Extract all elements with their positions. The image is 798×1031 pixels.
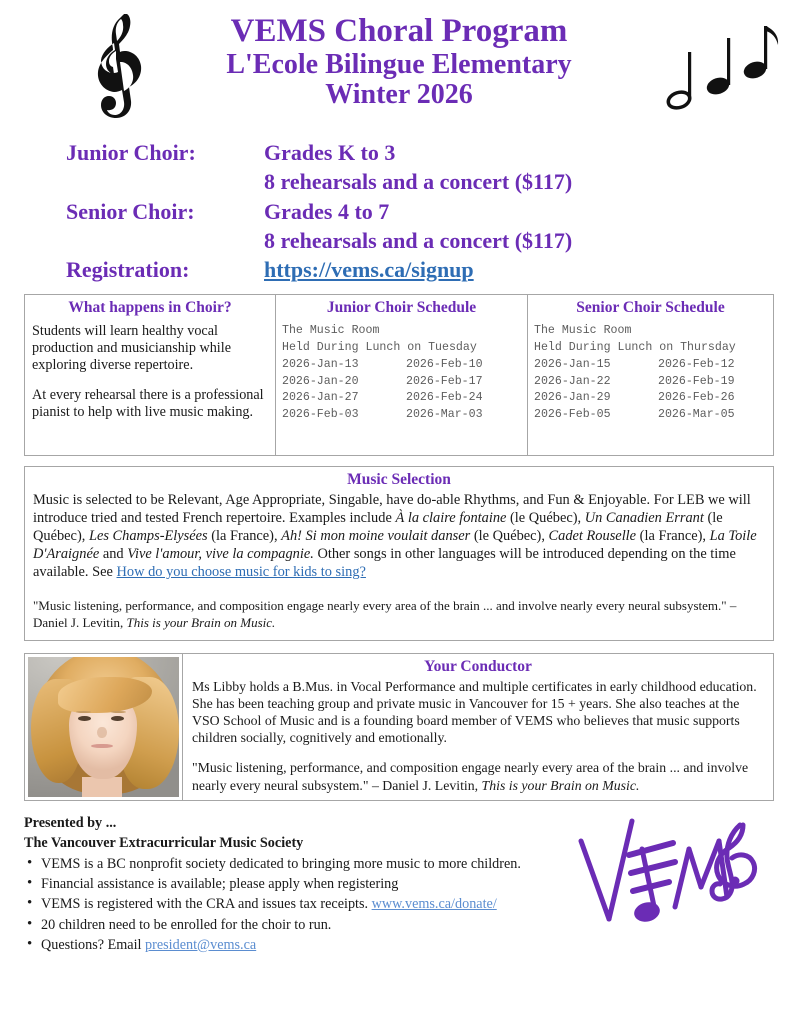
- senior-schedule-location: The Music Room: [534, 324, 632, 338]
- song-title: La Toile D'Araignée: [33, 528, 757, 563]
- senior-schedule-when: Held During Lunch on Thursday: [534, 341, 736, 355]
- senior-choir-label: Senior Choir:: [66, 198, 195, 224]
- junior-choir-grades: Grades K to 3: [264, 140, 396, 165]
- senior-choir-row: [66, 197, 798, 226]
- song-origin: (le Québec),: [470, 528, 549, 545]
- song-title: Les Champs-Elysées: [88, 528, 208, 545]
- quote-book-title: This is your Brain on Music.: [126, 615, 276, 631]
- junior-schedule-column: [275, 295, 527, 455]
- senior-date-row: [534, 374, 773, 391]
- junior-schedule-when: Held During Lunch on Tuesday: [282, 341, 477, 355]
- senior-date: 2026-Jan-29: [534, 391, 611, 405]
- title-line-1: VEMS Choral Program: [230, 13, 568, 49]
- quote-text: "Music listening, performance, and composition engage nearly every area of the brain ... and involve nearly every neural subsystem." – Daniel J. Levitin,: [192, 760, 749, 793]
- junior-date: 2026-Jan-27: [282, 391, 359, 405]
- song-title: À la claire fontaine: [395, 510, 507, 527]
- song-origin: (le Québec),: [506, 510, 585, 527]
- junior-date: 2026-Feb-24: [406, 391, 483, 405]
- senior-schedule-column: [527, 295, 773, 455]
- senior-date-row: [534, 357, 773, 374]
- donate-link[interactable]: www.vems.ca/donate/: [371, 896, 497, 913]
- what-happens-para-1: Students will learn healthy vocal production and musicianship while exploring diverse repertoire.: [32, 323, 231, 374]
- registration-label: Registration:: [66, 257, 190, 282]
- junior-date-row: [282, 374, 527, 391]
- junior-date: 2026-Jan-20: [282, 374, 359, 388]
- presented-by-label: Presented by ...: [24, 815, 117, 832]
- junior-choir-details: 8 rehearsals and a concert ($117): [264, 169, 573, 195]
- conductor-portrait: [28, 657, 179, 797]
- music-selection-body: [25, 491, 773, 588]
- senior-date-row: [534, 390, 773, 407]
- senior-date: 2026-Feb-12: [658, 357, 735, 371]
- what-happens-title: What happens in Choir?: [68, 299, 232, 317]
- music-notes-icon: [662, 24, 780, 120]
- song-origin: (la France),: [207, 528, 282, 545]
- song-title: Ah! Si mon moine voulait danser: [281, 528, 471, 545]
- conjunction: and: [99, 546, 128, 563]
- choose-music-link[interactable]: How do you choose music for kids to sing?: [116, 564, 366, 581]
- title-line-3: Winter 2026: [325, 78, 473, 110]
- registration-row: [66, 255, 798, 284]
- senior-schedule-body: [528, 323, 773, 424]
- choir-info: [0, 138, 798, 284]
- senior-date: 2026-Feb-05: [534, 408, 611, 422]
- title-line-2: L'Ecole Bilingue Elementary: [226, 48, 572, 80]
- quote-text: "Music listening, performance, and composition engage nearly every area of the brain ... and involve nearly every neural subsystem." – Daniel J. Levitin,: [33, 598, 737, 631]
- music-selection-intro: Music is selected to be Relevant, Age Appropriate, Singable, have do-able Rhythms, and Fun & Enjoyable. For LEB we will introduce tried and tested French repertoire. Examples include: [33, 492, 751, 527]
- junior-choir-row: [66, 138, 798, 167]
- treble-clef-icon: [82, 14, 152, 124]
- conductor-title: Your Conductor: [424, 658, 532, 676]
- junior-date-row: [282, 407, 527, 424]
- song-origin: (le Québec),: [33, 510, 723, 545]
- list-item: [24, 935, 774, 955]
- info-columns-table: [24, 294, 774, 456]
- junior-schedule-location: The Music Room: [282, 324, 380, 338]
- bullet-text: Financial assistance is available; please apply when registering: [41, 875, 399, 892]
- junior-date: 2026-Feb-10: [406, 357, 483, 371]
- conductor-section: [24, 653, 774, 801]
- organization-name: The Vancouver Extracurricular Music Society: [24, 835, 304, 852]
- senior-schedule-title: Senior Choir Schedule: [576, 299, 725, 317]
- conductor-photo-cell: [25, 654, 183, 800]
- conductor-text-cell: [183, 654, 773, 800]
- song-origin: (la France),: [636, 528, 710, 545]
- bullet-text: 20 children need to be enrolled for the choir to run.: [41, 916, 332, 933]
- senior-date: 2026-Jan-15: [534, 357, 611, 371]
- senior-choir-details: 8 rehearsals and a concert ($117): [264, 227, 573, 253]
- music-selection-quote: [25, 588, 773, 640]
- bullet-text: VEMS is registered with the CRA and issues tax receipts.: [41, 896, 372, 913]
- song-title: Vive l'amour, vive la compagnie.: [127, 546, 314, 563]
- junior-date-row: [282, 357, 527, 374]
- email-link[interactable]: president@vems.ca: [145, 936, 257, 953]
- junior-schedule-title: Junior Choir Schedule: [326, 299, 477, 317]
- junior-date: 2026-Feb-03: [282, 408, 359, 422]
- junior-choir-label: Junior Choir:: [66, 140, 196, 165]
- what-happens-para-2: At every rehearsal there is a professional pianist to help with live music making.: [32, 387, 264, 421]
- senior-date: 2026-Mar-05: [658, 408, 735, 422]
- junior-date: 2026-Mar-03: [406, 408, 483, 422]
- junior-date: 2026-Jan-13: [282, 357, 359, 371]
- song-title: Cadet Rouselle: [548, 528, 637, 545]
- vems-logo: [569, 815, 779, 937]
- music-selection-outro: Other songs in other languages will be introduced depending on the time available. See: [33, 546, 736, 581]
- senior-date: 2026-Feb-19: [658, 374, 735, 388]
- music-selection-section: [24, 466, 774, 641]
- song-title: Un Canadien Errant: [584, 510, 704, 527]
- conductor-bio: Ms Libby holds a B.Mus. in Vocal Performance and multiple certificates in early childhood education. She has been teaching group and private music in Vancouver for 15 + years. She also teaches at the VSO School of Music and is a founding board member of VEMS who believes that music supports children socially, cognitively and emotionally.: [192, 679, 757, 746]
- footer: [24, 813, 774, 955]
- registration-link[interactable]: https://vems.ca/signup: [264, 257, 474, 282]
- music-selection-title: Music Selection: [347, 471, 451, 489]
- senior-date-row: [534, 407, 773, 424]
- senior-choir-grades: Grades 4 to 7: [264, 198, 390, 224]
- bullet-text: VEMS is a BC nonprofit society dedicated to bringing more music to more children.: [41, 855, 521, 872]
- what-happens-column: [25, 295, 275, 455]
- junior-schedule-body: [276, 323, 527, 424]
- senior-date: 2026-Feb-26: [658, 391, 735, 405]
- conductor-quote: [192, 759, 764, 793]
- header: [0, 0, 798, 132]
- quote-book-title: This is your Brain on Music.: [481, 777, 640, 793]
- junior-date-row: [282, 390, 527, 407]
- senior-date: 2026-Jan-22: [534, 374, 611, 388]
- junior-date: 2026-Feb-17: [406, 374, 483, 388]
- bullet-text: Questions? Email: [41, 936, 146, 953]
